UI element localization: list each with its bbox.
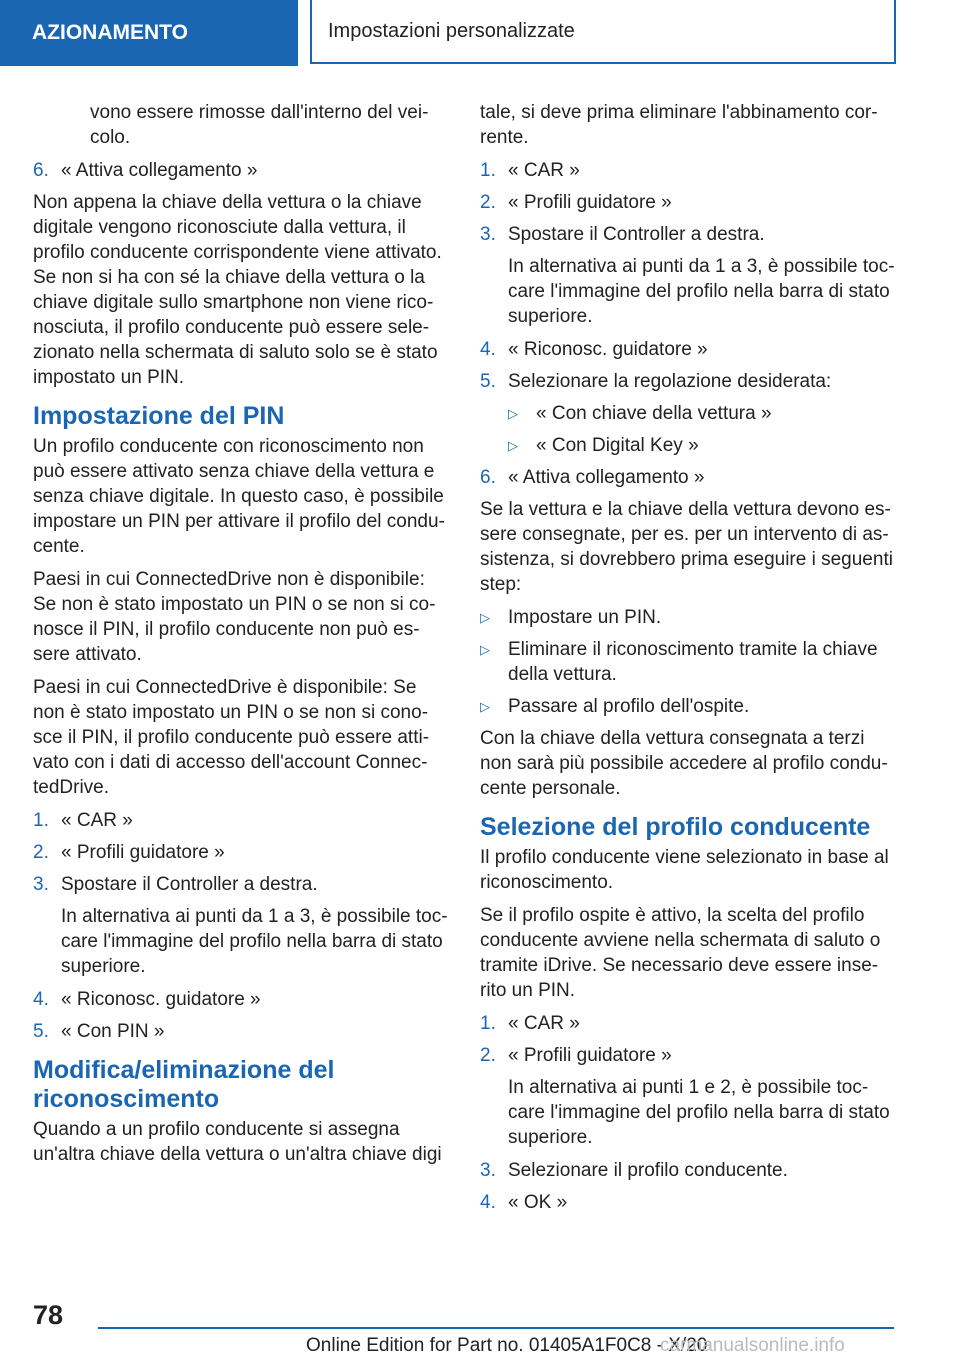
step-note: In alternativa ai punti da 1 a 3, è possibile toccare l'immagine del profilo nella barra di stato superiore.	[61, 906, 448, 977]
step-text: « OK »	[508, 1192, 568, 1213]
step-text: « Profili guidatore »	[508, 1045, 672, 1066]
step-item	[480, 222, 895, 247]
step-item	[33, 158, 448, 183]
step-text: « CAR »	[508, 160, 580, 181]
triangle-right-icon: ▷	[480, 610, 490, 625]
page-header	[0, 0, 960, 66]
section-tab: AZIONAMENTO	[0, 0, 298, 66]
step-text: « CAR »	[508, 1013, 580, 1034]
step-item	[480, 1043, 895, 1068]
continued-text: vono essere rimosse dall'interno del veicolo.	[90, 102, 429, 148]
heading-profile-selection: Selezione del profilo conducente	[480, 813, 871, 841]
step-item	[33, 808, 448, 833]
step-text: « Profili guidatore »	[508, 192, 672, 213]
bullet-item	[480, 637, 895, 687]
step-number: 2.	[480, 192, 496, 213]
step-item	[480, 1158, 895, 1183]
step-number: 5.	[33, 1021, 49, 1042]
step-item	[480, 190, 895, 215]
step-number: 1.	[33, 810, 49, 831]
step-text: Selezionare il profilo conducente.	[508, 1160, 788, 1181]
step-number: 3.	[480, 1160, 496, 1181]
bullet-text: Impostare un PIN.	[508, 607, 662, 628]
paragraph: Con la chiave della vettura consegnata a terzi non sarà più possibile accedere al profilo conducente personale.	[480, 728, 888, 799]
step-text: Selezionare la regolazione desiderata:	[508, 371, 832, 392]
bullet-text: « Con chiave della vettura »	[536, 403, 772, 424]
triangle-right-icon: ▷	[480, 699, 490, 714]
footer-divider	[98, 1327, 894, 1329]
step-text: « Attiva collegamento »	[508, 467, 705, 488]
bullet-text: Eliminare il riconoscimento tramite la chiave della vettura.	[508, 639, 878, 685]
step-number: 4.	[33, 989, 49, 1010]
paragraph: Paesi in cui ConnectedDrive non è disponibile: Se non è stato impostato un PIN o se non si conosce il PIN, il profilo conducente non può essere attivato.	[33, 569, 436, 665]
step-text: Spostare il Controller a destra.	[61, 874, 318, 895]
step-number: 6.	[480, 467, 496, 488]
step-number: 1.	[480, 1013, 496, 1034]
step-text: « Riconosc. guidatore »	[61, 989, 261, 1010]
step-item	[33, 1019, 448, 1044]
bullet-item	[480, 694, 895, 719]
step-note: In alternativa ai punti da 1 a 3, è possibile toccare l'immagine del profilo nella barra di stato superiore.	[508, 256, 895, 327]
paragraph: Il profilo conducente viene selezionato in base al riconoscimento.	[480, 847, 889, 893]
step-number: 5.	[480, 371, 496, 392]
step-text: « Profili guidatore »	[61, 842, 225, 863]
watermark: carmanualsonline.info	[660, 1335, 845, 1356]
triangle-right-icon: ▷	[508, 406, 518, 421]
step-text: « Con PIN »	[61, 1021, 165, 1042]
paragraph: Se il profilo ospite è attivo, la scelta del profilo conducente avviene nella schermata di saluto o tramite iDrive. Se necessario deve essere inserito un PIN.	[480, 905, 881, 1001]
triangle-right-icon: ▷	[480, 642, 490, 657]
step-item	[480, 158, 895, 183]
bullet-item	[480, 605, 895, 630]
bullet-text: Passare al profilo dell'ospite.	[508, 696, 750, 717]
step-number: 3.	[480, 224, 496, 245]
step-item	[33, 872, 448, 897]
step-item	[33, 840, 448, 865]
step-text: Spostare il Controller a destra.	[508, 224, 765, 245]
heading-pin-setup: Impostazione del PIN	[33, 402, 285, 430]
left-column	[33, 100, 448, 1175]
sub-bullet-item	[480, 401, 895, 426]
page-number: 78	[33, 1300, 64, 1330]
paragraph: Non appena la chiave della vettura o la chiave digitale vengono riconosciute dalla vettura, il profilo conducente corrispondente viene attivato. Se non si ha con sé la chiave della vettura o la chiave digitale sullo smartphone non viene riconosciuta, il profilo conducente può essere selezionato nella schermata di saluto solo se è stato impostato un PIN.	[33, 192, 442, 388]
bullet-text: « Con Digital Key »	[536, 435, 699, 456]
step-number: 2.	[33, 842, 49, 863]
step-text: « Riconosc. guidatore »	[508, 339, 708, 360]
step-item	[33, 987, 448, 1012]
step-text: « CAR »	[61, 810, 133, 831]
step-item	[480, 369, 895, 394]
paragraph: Quando a un profilo conducente si assegna un'altra chiave della vettura o un'altra chiave digi	[33, 1119, 442, 1165]
step-text: « Attiva collegamento »	[61, 160, 258, 181]
step-item	[480, 1011, 895, 1036]
step-number: 1.	[480, 160, 496, 181]
step-number: 6.	[33, 160, 49, 181]
paragraph: Paesi in cui ConnectedDrive è disponibile: Se non è stato impostato un PIN o se non si conosce il PIN, il profilo conducente può essere attivato con i dati di accesso dell'account ConnectedDrive.	[33, 677, 430, 798]
step-note: In alternativa ai punti 1 e 2, è possibile toccare l'immagine del profilo nella barra di stato superiore.	[508, 1077, 890, 1148]
chapter-tab: Impostazioni personalizzate	[310, 0, 896, 64]
paragraph: Se la vettura e la chiave della vettura devono essere consegnate, per es. per un intervento di assistenza, si dovrebbero prima eseguire i seguenti step:	[480, 499, 893, 595]
step-number: 3.	[33, 874, 49, 895]
step-item	[480, 1190, 895, 1215]
step-number: 2.	[480, 1045, 496, 1066]
sub-bullet-item	[480, 433, 895, 458]
right-column	[480, 100, 895, 1222]
footer-edition: Online Edition for Part no. 01405A1F0C8 - X/20	[306, 1335, 708, 1356]
step-item	[480, 337, 895, 362]
paragraph: Un profilo conducente con riconoscimento non può essere attivato senza chiave della vettura e senza chiave digitale. In questo caso, è possibile impostare un PIN per attivare il profilo del conducente.	[33, 436, 445, 557]
step-item	[480, 465, 895, 490]
step-number: 4.	[480, 339, 496, 360]
heading-modify-recognition: Modifica/eliminazione del riconoscimento	[33, 1056, 335, 1113]
triangle-right-icon: ▷	[508, 438, 518, 453]
step-number: 4.	[480, 1192, 496, 1213]
continued-text: tale, si deve prima eliminare l'abbinamento corrente.	[480, 102, 878, 148]
